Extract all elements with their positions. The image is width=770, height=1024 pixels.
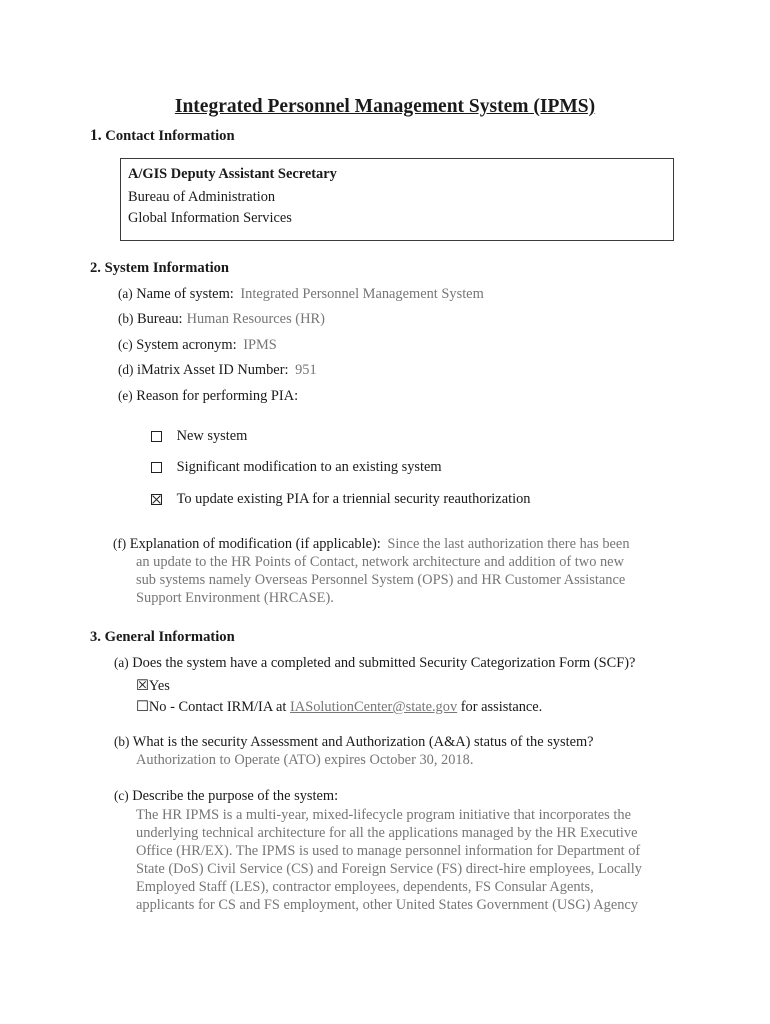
item-2b-value-post: ) [320,311,325,327]
item-2a-label: Name of system: [136,286,234,302]
section-3-heading: 3. General Information [90,629,235,645]
item-3c-question: Describe the purpose of the system: [132,788,339,804]
checkbox-scf-no-icon[interactable]: ☐ [136,699,149,715]
item-3c-line-3: Office (HR/EX). The IPMS is used to manage personnel information for Department of [136,843,641,859]
pia-option-new-system[interactable] [151,428,247,445]
item-2f-line-1: Since the last authorization there has been [387,536,630,552]
item-2c-label: System acronym: [136,337,237,353]
contact-line-2: Global Information Services [128,210,292,226]
item-2b-marker: (b) [118,311,134,326]
scf-no-label: No - Contact IRM/IA at [148,699,287,715]
item-2b [118,311,325,328]
scf-yes-label: Yes [148,678,170,694]
checkbox-significant-modification[interactable] [151,462,162,473]
item-3c-line-4: State (DoS) Civil Service (CS) and Foreign Service (FS) direct-hire employees, Locally [136,861,642,877]
scf-option-yes[interactable] [136,678,170,695]
item-2b-label: Bureau: [137,311,183,327]
item-2b-value-pre: Human Resources ( [186,311,301,327]
pia-option-triennial-update[interactable] [151,491,530,508]
item-2a [118,286,484,303]
item-3a-marker: (a) [114,655,129,670]
item-3c-line-1: The HR IPMS is a multi-year, mixed-lifecycle program initiative that incorporates the [136,807,631,823]
item-2c-value: IPMS [243,337,277,353]
item-2a-value: Integrated Personnel Management System [240,286,484,302]
pia-option-label: New system [176,428,248,444]
item-3b [114,734,594,751]
contact-line-1: Bureau of Administration [128,189,276,205]
iasolution-email-link[interactable]: IASolutionCenter@state.gov [290,699,458,715]
item-3b-answer: Authorization to Operate (ATO) expires October 30, 2018. [136,752,474,768]
item-2f-marker: (f) [113,536,127,551]
checkbox-scf-yes-checked-icon[interactable]: ☒ [136,678,149,694]
item-2f-line-2: an update to the HR Points of Contact, network architecture and addition of two new [136,554,624,570]
item-2f [113,535,630,553]
item-2a-marker: (a) [118,286,133,301]
item-3b-question: What is the security Assessment and Authorization (A&A) status of the system? [132,734,594,750]
item-3c [114,788,338,805]
pia-option-label: Significant modification to an existing system [176,459,442,475]
section-1-number: 1. [90,127,102,144]
document-title: Integrated Personnel Management System (IPMS) [174,96,596,117]
item-2b-value-mid: HR [300,311,321,327]
item-2c [118,337,277,354]
scf-no-suffix: for assistance. [460,699,543,715]
checkbox-triennial-update[interactable] [151,494,162,505]
item-3c-line-2: underlying technical architecture for all the applications managed by the HR Executive [136,825,638,841]
scf-option-no [136,699,542,716]
item-2e-marker: (e) [118,388,133,403]
pia-option-significant-modification[interactable] [151,459,442,476]
item-3c-marker: (c) [114,788,129,803]
item-2d [118,362,317,379]
item-3c-line-5: Employed Staff (LES), contractor employees, dependents, FS Consular Agents, [136,879,594,895]
item-2d-value: 951 [295,362,317,378]
item-2e [118,388,298,405]
item-2d-marker: (d) [118,362,134,377]
pia-option-label: To update existing PIA for a triennial security reauthorization [176,491,531,507]
checkbox-new-system[interactable] [151,431,162,442]
section-2-heading: 2. System Information [90,260,230,276]
item-2d-label: iMatrix Asset ID Number: [137,362,289,378]
item-3b-marker: (b) [114,734,130,749]
item-2c-marker: (c) [118,337,133,352]
item-3c-line-6: applicants for CS and FS employment, other United States Government (USG) Agency [136,897,638,913]
section-1-title: Contact Information [105,128,235,144]
item-3a [114,655,635,672]
item-2f-line-3: sub systems namely Overseas Personnel System (OPS) and HR Customer Assistance [136,572,626,588]
item-3a-question: Does the system have a completed and submitted Security Categorization Form (SCF)? [132,655,636,671]
item-2f-label: Explanation of modification (if applicable): [129,536,381,552]
contact-title: A/GIS Deputy Assistant Secretary [128,166,337,182]
item-2e-label: Reason for performing PIA: [136,388,299,404]
section-1-heading [90,127,235,145]
item-2f-line-4: Support Environment (HRCASE). [136,590,334,606]
